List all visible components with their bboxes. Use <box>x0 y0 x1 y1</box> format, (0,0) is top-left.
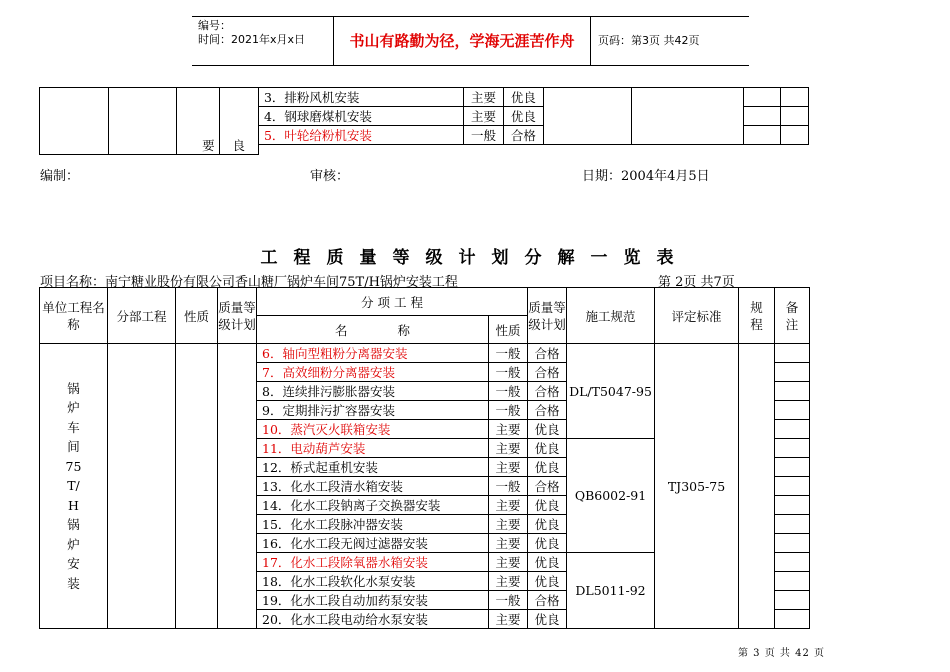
item-grade: 合格 <box>528 382 567 401</box>
item-grade: 优良 <box>528 534 567 553</box>
project-name: 项目名称：南宁糖业股份有限公司香山糖厂锅炉车间75T/H锅炉安装工程 <box>40 275 458 290</box>
header-plan: 质量等级计划 <box>218 288 257 344</box>
cell-rule <box>739 344 775 629</box>
cell-blank <box>632 145 744 155</box>
item-grade: 优良 <box>528 496 567 515</box>
cell-note <box>775 572 810 591</box>
cell-blank <box>780 145 808 155</box>
cell-rule <box>744 107 780 126</box>
item-nature: 一般 <box>489 591 528 610</box>
motto: 书山有路勤为径，学海无涯苦作舟 <box>334 17 591 65</box>
item-name: 12．桥式起重机安装 <box>257 458 489 477</box>
item-name: 8．连续排污膨胀器安装 <box>257 382 489 401</box>
item-grade: 优良 <box>528 572 567 591</box>
cell-note <box>775 458 810 477</box>
cell-note <box>775 515 810 534</box>
cell-blank <box>463 145 503 155</box>
cell-blank <box>543 145 632 155</box>
table-row <box>40 88 809 107</box>
cell-rule <box>744 88 780 107</box>
item-nature: 主要 <box>489 496 528 515</box>
item-name: 9．定期排污扩容器安装 <box>257 401 489 420</box>
cell-sub <box>108 344 176 629</box>
cell-note <box>775 344 810 363</box>
item-grade: 合格 <box>504 126 543 145</box>
cell-note <box>775 477 810 496</box>
header-item-nature: 性质 <box>489 316 528 344</box>
header-nature: 性质 <box>176 288 218 344</box>
cell-rule <box>744 126 780 145</box>
cell-blank <box>258 145 463 155</box>
unit-name-cell <box>40 344 108 629</box>
header-standard: 评定标准 <box>655 288 739 344</box>
header-item-plan: 质量等级计划 <box>528 288 567 344</box>
cell-plan <box>218 344 257 629</box>
header-spec: 施工规范 <box>567 288 655 344</box>
item-nature: 主要 <box>489 553 528 572</box>
document-title: 工程质量等级计划分解一览表 <box>260 248 690 268</box>
item-nature: 主要 <box>489 610 528 629</box>
item-nature: 一般 <box>489 401 528 420</box>
item-nature: 主要 <box>489 572 528 591</box>
cell-note <box>775 382 810 401</box>
cell-sub <box>108 88 177 155</box>
item-nature: 一般 <box>463 126 503 145</box>
item-nature: 主要 <box>489 458 528 477</box>
table-row <box>40 344 810 363</box>
cell-note <box>775 496 810 515</box>
cell-nature: 要 <box>177 88 219 155</box>
page-count: 第 2页 共7页 <box>658 275 735 290</box>
date-label: 日期：2004年4月5日 <box>582 169 710 184</box>
cell-note <box>775 591 810 610</box>
cell-note <box>775 610 810 629</box>
cell-unit <box>40 88 109 155</box>
item-grade: 优良 <box>528 515 567 534</box>
item-grade: 优良 <box>528 420 567 439</box>
item-name: 17．化水工段除氧器水箱安装 <box>257 553 489 572</box>
cell-note <box>780 88 808 107</box>
spec-cell: DL/T5047-95 <box>567 344 655 439</box>
item-name: 19．化水工段自动加药泵安装 <box>257 591 489 610</box>
top-fragment-table <box>39 87 809 155</box>
cell-note <box>775 534 810 553</box>
item-name: 15．化水工段脉冲器安装 <box>257 515 489 534</box>
item-nature: 一般 <box>489 363 528 382</box>
time-label: 时间：2021年x月x日 <box>198 33 306 46</box>
item-grade: 合格 <box>528 591 567 610</box>
item-nature: 主要 <box>489 439 528 458</box>
cell-note <box>775 553 810 572</box>
item-nature: 主要 <box>463 88 503 107</box>
cell-note <box>775 420 810 439</box>
cell-note <box>775 363 810 382</box>
item-nature: 主要 <box>489 534 528 553</box>
item-name: 13．化水工段清水箱安装 <box>257 477 489 496</box>
header-meta <box>192 17 334 65</box>
spec-cell: DL5011-92 <box>567 553 655 629</box>
item-nature: 主要 <box>489 515 528 534</box>
item-nature: 一般 <box>489 477 528 496</box>
cell-plan: 良 <box>219 88 258 155</box>
header-rule: 规程 <box>739 288 775 344</box>
header-note: 备注 <box>775 288 810 344</box>
item-name: 4．钢球磨煤机安装 <box>258 107 463 126</box>
item-nature: 主要 <box>463 107 503 126</box>
item-grade: 优良 <box>528 458 567 477</box>
cell-blank <box>744 145 780 155</box>
header-item-group: 分 项 工 程 <box>257 288 528 316</box>
header-item-name: 名 称 <box>257 316 489 344</box>
item-name: 20．化水工段电动给水泵安装 <box>257 610 489 629</box>
item-grade: 合格 <box>528 477 567 496</box>
page-label: 页码：第3页 共42页 <box>598 34 700 47</box>
item-name: 3．排粉风机安装 <box>258 88 463 107</box>
item-name: 6．轴向型粗粉分离器安装 <box>257 344 489 363</box>
header-sub: 分部工程 <box>108 288 176 344</box>
cell-note <box>780 126 808 145</box>
item-nature: 主要 <box>489 420 528 439</box>
cell-nature <box>176 344 218 629</box>
cell-spec <box>543 88 632 145</box>
item-name: 16．化水工段无阀过滤器安装 <box>257 534 489 553</box>
item-grade: 优良 <box>504 107 543 126</box>
item-name: 14．化水工段钠离子交换器安装 <box>257 496 489 515</box>
cell-blank <box>504 145 543 155</box>
item-grade: 优良 <box>528 553 567 572</box>
item-name: 18．化水工段软化水泵安装 <box>257 572 489 591</box>
item-grade: 优良 <box>528 610 567 629</box>
item-name: 10．蒸汽灭火联箱安装 <box>257 420 489 439</box>
item-name: 11．电动葫芦安装 <box>257 439 489 458</box>
item-grade: 优良 <box>528 439 567 458</box>
header-unit: 单位工程名称 <box>40 288 108 344</box>
cell-standard <box>632 88 744 145</box>
cell-note <box>775 401 810 420</box>
item-name: 7．高效细粉分离器安装 <box>257 363 489 382</box>
editor-label: 编制： <box>40 169 80 184</box>
reviewer-label: 审核： <box>310 169 350 184</box>
item-nature: 一般 <box>489 382 528 401</box>
item-name: 5．叶轮给粉机安装 <box>258 126 463 145</box>
page-footer: 第 3 页 共 42 页 <box>738 648 825 659</box>
spec-cell: QB6002-91 <box>567 439 655 553</box>
unit-name: 锅炉车间75T/H锅炉安装 <box>65 380 82 591</box>
item-nature: 一般 <box>489 344 528 363</box>
item-grade: 合格 <box>528 363 567 382</box>
quality-plan-table <box>39 287 810 629</box>
standard-cell: TJ305-75 <box>655 344 739 629</box>
item-grade: 合格 <box>528 401 567 420</box>
item-grade: 合格 <box>528 344 567 363</box>
cell-note <box>775 439 810 458</box>
page-header <box>192 16 749 66</box>
number-label: 编号： <box>198 19 231 32</box>
item-grade: 优良 <box>504 88 543 107</box>
cell-note <box>780 107 808 126</box>
